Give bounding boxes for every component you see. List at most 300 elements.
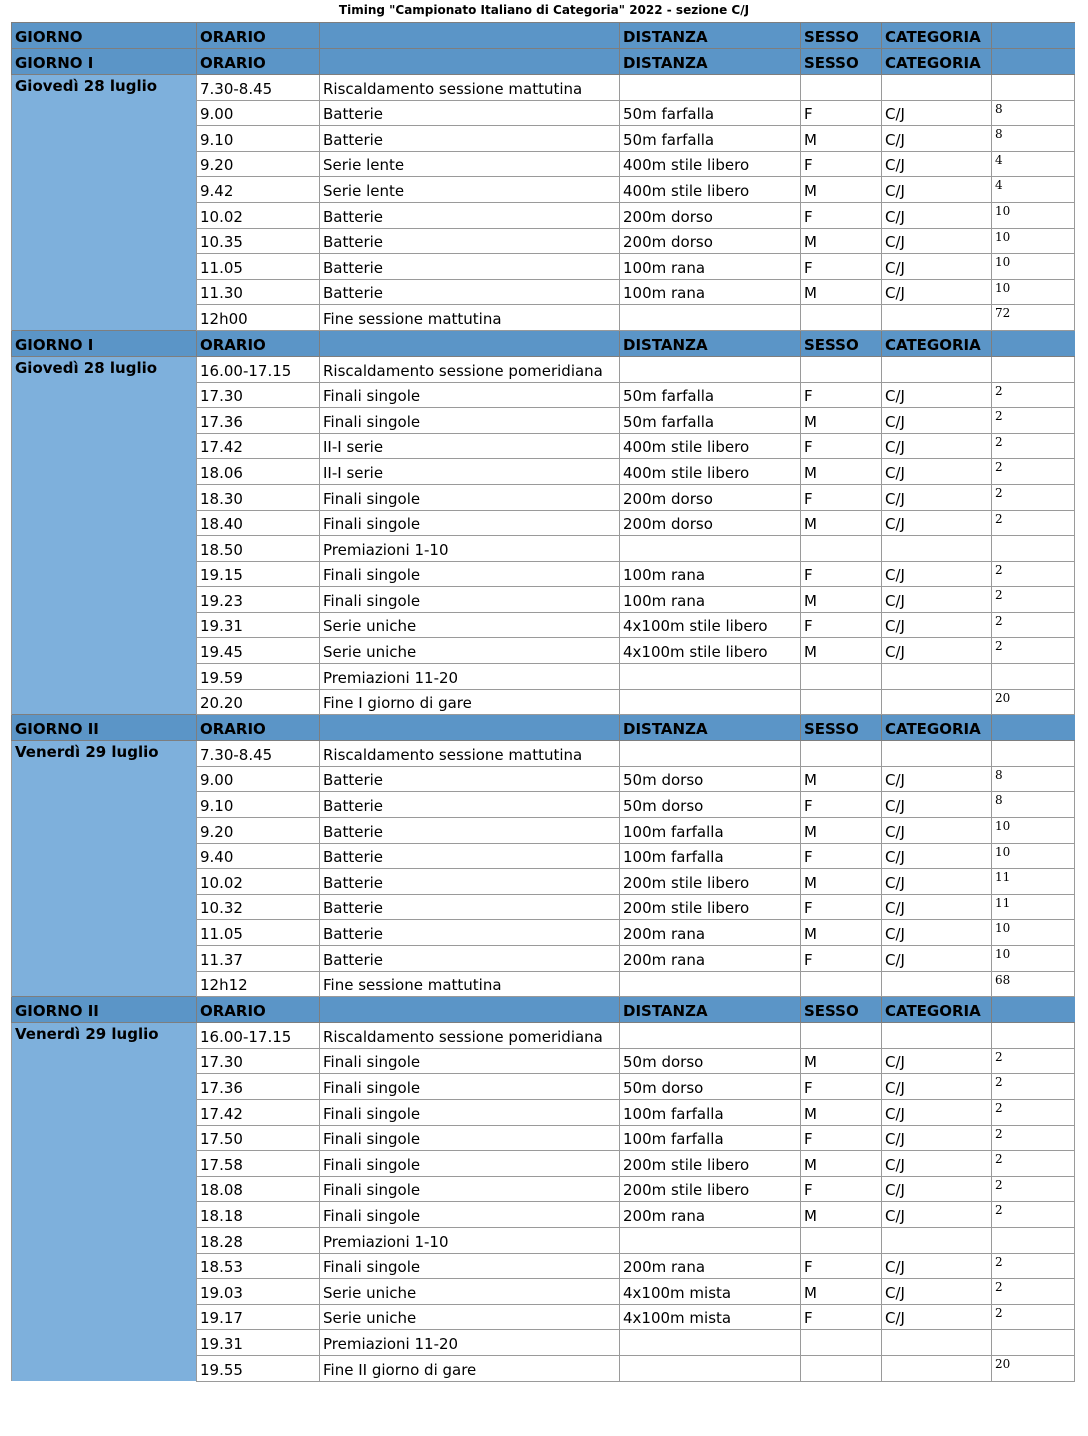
cell-distanza: 200m rana [620, 946, 801, 972]
day-label: Giovedì 28 luglio [12, 75, 197, 101]
day-cell [12, 254, 197, 280]
cell-distanza: 400m stile libero [620, 433, 801, 459]
cell-categoria: C/J [882, 408, 992, 434]
cell-orario: 19.55 [197, 1355, 320, 1381]
cell-sesso [801, 1330, 882, 1356]
cell-categoria: C/J [882, 202, 992, 228]
cell-distanza: 200m rana [620, 920, 801, 946]
cell-categoria: C/J [882, 1279, 992, 1305]
table-row [12, 484, 1075, 510]
table-row [12, 1176, 1075, 1202]
day-cell [12, 971, 197, 997]
day-cell [12, 202, 197, 228]
cell-orario: 18.40 [197, 510, 320, 536]
cell-sesso: F [801, 1125, 882, 1151]
session-header-sesso: SESSO [801, 330, 882, 356]
table-row [12, 1074, 1075, 1100]
cell-categoria: C/J [882, 151, 992, 177]
cell-count: 10 [992, 818, 1075, 844]
cell-sesso: M [801, 869, 882, 895]
cell-count: 72 [992, 305, 1075, 331]
cell-descrizione: Riscaldamento sessione pomeridiana [320, 1023, 620, 1049]
table-row [12, 638, 1075, 664]
cell-orario: 18.53 [197, 1253, 320, 1279]
day-cell [12, 946, 197, 972]
cell-orario: 9.40 [197, 843, 320, 869]
cell-descrizione: II-I serie [320, 433, 620, 459]
cell-sesso: F [801, 484, 882, 510]
cell-sesso [801, 356, 882, 382]
table-row [12, 689, 1075, 715]
session-header-sesso: SESSO [801, 49, 882, 75]
cell-count: 8 [992, 766, 1075, 792]
cell-descrizione: Batterie [320, 228, 620, 254]
table-row [12, 664, 1075, 690]
cell-categoria: C/J [882, 766, 992, 792]
cell-distanza: 100m rana [620, 587, 801, 613]
cell-count: 10 [992, 279, 1075, 305]
day-cell [12, 1202, 197, 1228]
cell-sesso: M [801, 920, 882, 946]
cell-orario: 16.00-17.15 [197, 356, 320, 382]
session-header-orario: ORARIO [197, 997, 320, 1023]
cell-count: 10 [992, 920, 1075, 946]
cell-distanza: 100m rana [620, 254, 801, 280]
cell-descrizione: Finali singole [320, 382, 620, 408]
cell-count: 2 [992, 1125, 1075, 1151]
table-row [12, 1304, 1075, 1330]
cell-distanza [620, 1227, 801, 1253]
cell-count: 2 [992, 561, 1075, 587]
schedule-body [12, 23, 1075, 1382]
cell-distanza: 200m rana [620, 1202, 801, 1228]
cell-descrizione: Riscaldamento sessione mattutina [320, 75, 620, 101]
session-header-empty [320, 49, 620, 75]
day-cell [12, 1304, 197, 1330]
table-row [12, 433, 1075, 459]
day-cell [12, 228, 197, 254]
cell-descrizione: Finali singole [320, 510, 620, 536]
session-header-categoria: CATEGORIA [882, 330, 992, 356]
cell-descrizione: Batterie [320, 279, 620, 305]
day-label: Venerdì 29 luglio [12, 741, 197, 767]
cell-descrizione: Finali singole [320, 1074, 620, 1100]
cell-categoria: C/J [882, 1253, 992, 1279]
cell-descrizione: Batterie [320, 766, 620, 792]
cell-orario: 9.20 [197, 818, 320, 844]
document-title: Timing "Campionato Italiano di Categoria" 2022 - sezione C/J [338, 3, 750, 17]
cell-descrizione: Serie uniche [320, 1279, 620, 1305]
cell-orario: 19.45 [197, 638, 320, 664]
cell-categoria [882, 305, 992, 331]
cell-categoria [882, 356, 992, 382]
cell-orario: 12h00 [197, 305, 320, 331]
session-header-giorno: GIORNO II [12, 997, 197, 1023]
cell-descrizione: Premiazioni 1-10 [320, 1227, 620, 1253]
cell-categoria: C/J [882, 843, 992, 869]
cell-sesso: F [801, 1074, 882, 1100]
table-row [12, 792, 1075, 818]
cell-orario: 17.42 [197, 1099, 320, 1125]
cell-descrizione: Finali singole [320, 1176, 620, 1202]
cell-orario: 19.17 [197, 1304, 320, 1330]
day-cell [12, 1151, 197, 1177]
cell-count: 2 [992, 382, 1075, 408]
cell-categoria [882, 75, 992, 101]
cell-count: 2 [992, 1202, 1075, 1228]
cell-categoria: C/J [882, 459, 992, 485]
cell-categoria: C/J [882, 894, 992, 920]
cell-sesso [801, 305, 882, 331]
cell-count: 10 [992, 946, 1075, 972]
cell-descrizione: Batterie [320, 100, 620, 126]
cell-distanza [620, 356, 801, 382]
cell-distanza: 50m dorso [620, 1074, 801, 1100]
day-cell [12, 1279, 197, 1305]
cell-descrizione: Serie lente [320, 177, 620, 203]
cell-categoria [882, 1330, 992, 1356]
session-header-row [12, 997, 1075, 1023]
cell-count: 2 [992, 484, 1075, 510]
table-row [12, 946, 1075, 972]
cell-categoria [882, 664, 992, 690]
cell-count [992, 356, 1075, 382]
cell-sesso: M [801, 1048, 882, 1074]
cell-distanza: 50m farfalla [620, 100, 801, 126]
cell-distanza [620, 305, 801, 331]
cell-distanza: 200m dorso [620, 484, 801, 510]
cell-count: 8 [992, 100, 1075, 126]
cell-count: 2 [992, 510, 1075, 536]
session-header-orario: ORARIO [197, 715, 320, 741]
cell-distanza: 100m farfalla [620, 1099, 801, 1125]
day-cell [12, 510, 197, 536]
cell-distanza: 4x100m mista [620, 1304, 801, 1330]
cell-descrizione: Batterie [320, 254, 620, 280]
cell-orario: 19.03 [197, 1279, 320, 1305]
cell-categoria [882, 741, 992, 767]
table-row [12, 1253, 1075, 1279]
cell-distanza: 200m stile libero [620, 869, 801, 895]
table-row [12, 100, 1075, 126]
cell-categoria: C/J [882, 1099, 992, 1125]
table-row [12, 305, 1075, 331]
cell-sesso [801, 971, 882, 997]
day-cell [12, 1253, 197, 1279]
cell-orario: 18.50 [197, 536, 320, 562]
cell-descrizione: Batterie [320, 946, 620, 972]
header-orario: ORARIO [197, 23, 320, 49]
cell-categoria: C/J [882, 126, 992, 152]
table-row [12, 843, 1075, 869]
cell-count: 2 [992, 459, 1075, 485]
header-categoria: CATEGORIA [882, 23, 992, 49]
table-row [12, 971, 1075, 997]
cell-orario: 17.30 [197, 382, 320, 408]
cell-distanza [620, 741, 801, 767]
cell-distanza: 4x100m stile libero [620, 612, 801, 638]
cell-categoria: C/J [882, 561, 992, 587]
cell-count: 10 [992, 254, 1075, 280]
cell-count [992, 664, 1075, 690]
cell-categoria: C/J [882, 792, 992, 818]
cell-sesso: F [801, 792, 882, 818]
day-cell [12, 894, 197, 920]
day-cell [12, 1330, 197, 1356]
cell-descrizione: Fine I giorno di gare [320, 689, 620, 715]
table-row [12, 1330, 1075, 1356]
cell-distanza [620, 689, 801, 715]
cell-orario: 18.08 [197, 1176, 320, 1202]
session-header-categoria: CATEGORIA [882, 49, 992, 75]
cell-categoria: C/J [882, 254, 992, 280]
cell-descrizione: Batterie [320, 894, 620, 920]
cell-count: 10 [992, 202, 1075, 228]
cell-descrizione: Fine II giorno di gare [320, 1355, 620, 1381]
cell-distanza: 200m dorso [620, 510, 801, 536]
table-row [12, 1023, 1075, 1049]
cell-orario: 11.37 [197, 946, 320, 972]
cell-sesso: M [801, 1151, 882, 1177]
day-cell [12, 1227, 197, 1253]
cell-descrizione: Serie uniche [320, 638, 620, 664]
session-header-count [992, 49, 1075, 75]
cell-count [992, 1023, 1075, 1049]
cell-descrizione: Batterie [320, 869, 620, 895]
cell-distanza: 50m dorso [620, 1048, 801, 1074]
cell-categoria: C/J [882, 510, 992, 536]
cell-distanza: 200m dorso [620, 228, 801, 254]
cell-descrizione: Finali singole [320, 1125, 620, 1151]
session-header-categoria: CATEGORIA [882, 715, 992, 741]
table-row [12, 228, 1075, 254]
cell-categoria: C/J [882, 587, 992, 613]
cell-orario: 17.42 [197, 433, 320, 459]
cell-descrizione: Finali singole [320, 1253, 620, 1279]
cell-orario: 9.42 [197, 177, 320, 203]
table-row [12, 536, 1075, 562]
cell-descrizione: Serie lente [320, 151, 620, 177]
cell-sesso: M [801, 1099, 882, 1125]
cell-categoria [882, 536, 992, 562]
day-cell [12, 151, 197, 177]
session-header-orario: ORARIO [197, 330, 320, 356]
day-cell [12, 1355, 197, 1381]
session-header-empty [320, 330, 620, 356]
cell-orario: 9.10 [197, 126, 320, 152]
cell-count: 4 [992, 177, 1075, 203]
cell-descrizione: Batterie [320, 792, 620, 818]
day-cell [12, 1099, 197, 1125]
table-row [12, 279, 1075, 305]
cell-orario: 17.58 [197, 1151, 320, 1177]
session-header-row [12, 330, 1075, 356]
cell-categoria [882, 1227, 992, 1253]
table-row [12, 1048, 1075, 1074]
cell-descrizione: Batterie [320, 843, 620, 869]
cell-count [992, 1330, 1075, 1356]
day-cell [12, 869, 197, 895]
cell-orario: 19.23 [197, 587, 320, 613]
table-row [12, 382, 1075, 408]
cell-orario: 17.30 [197, 1048, 320, 1074]
table-row [12, 1227, 1075, 1253]
day-cell [12, 100, 197, 126]
cell-categoria: C/J [882, 1074, 992, 1100]
cell-descrizione: Finali singole [320, 1099, 620, 1125]
cell-sesso: F [801, 894, 882, 920]
cell-sesso: F [801, 100, 882, 126]
cell-categoria: C/J [882, 946, 992, 972]
cell-sesso: F [801, 946, 882, 972]
cell-count: 11 [992, 869, 1075, 895]
day-cell [12, 177, 197, 203]
table-row [12, 1151, 1075, 1177]
cell-descrizione: Finali singole [320, 408, 620, 434]
day-cell [12, 536, 197, 562]
cell-sesso: F [801, 151, 882, 177]
session-header-distanza: DISTANZA [620, 715, 801, 741]
day-cell [12, 1074, 197, 1100]
cell-orario: 18.28 [197, 1227, 320, 1253]
session-header-distanza: DISTANZA [620, 997, 801, 1023]
session-header-giorno: GIORNO I [12, 330, 197, 356]
cell-count: 20 [992, 1355, 1075, 1381]
cell-orario: 9.20 [197, 151, 320, 177]
cell-count [992, 1227, 1075, 1253]
cell-categoria [882, 1023, 992, 1049]
cell-count [992, 75, 1075, 101]
session-header-empty [320, 715, 620, 741]
session-header-count [992, 997, 1075, 1023]
cell-orario: 9.10 [197, 792, 320, 818]
cell-orario: 11.30 [197, 279, 320, 305]
cell-categoria: C/J [882, 433, 992, 459]
table-row [12, 408, 1075, 434]
day-cell [12, 766, 197, 792]
table-row [12, 561, 1075, 587]
cell-descrizione: Batterie [320, 202, 620, 228]
cell-descrizione: Riscaldamento sessione pomeridiana [320, 356, 620, 382]
cell-categoria: C/J [882, 818, 992, 844]
cell-sesso: F [801, 1176, 882, 1202]
day-cell [12, 433, 197, 459]
table-row [12, 766, 1075, 792]
cell-distanza: 100m farfalla [620, 843, 801, 869]
day-cell [12, 561, 197, 587]
cell-sesso: F [801, 1253, 882, 1279]
cell-descrizione: Riscaldamento sessione mattutina [320, 741, 620, 767]
cell-orario: 20.20 [197, 689, 320, 715]
table-row [12, 612, 1075, 638]
session-header-count [992, 715, 1075, 741]
cell-categoria: C/J [882, 638, 992, 664]
header-sesso: SESSO [801, 23, 882, 49]
cell-count: 2 [992, 1176, 1075, 1202]
cell-count: 11 [992, 894, 1075, 920]
cell-distanza [620, 536, 801, 562]
cell-orario: 17.50 [197, 1125, 320, 1151]
cell-descrizione: Finali singole [320, 1048, 620, 1074]
cell-count: 2 [992, 1099, 1075, 1125]
cell-count: 2 [992, 1253, 1075, 1279]
cell-categoria: C/J [882, 1125, 992, 1151]
cell-sesso [801, 536, 882, 562]
cell-sesso: M [801, 177, 882, 203]
cell-descrizione: Finali singole [320, 561, 620, 587]
cell-categoria: C/J [882, 1176, 992, 1202]
cell-distanza [620, 971, 801, 997]
table-row [12, 202, 1075, 228]
table-row [12, 894, 1075, 920]
table-row [12, 818, 1075, 844]
cell-orario: 11.05 [197, 920, 320, 946]
cell-sesso: M [801, 510, 882, 536]
header-count [992, 23, 1075, 49]
cell-descrizione: Premiazioni 11-20 [320, 1330, 620, 1356]
session-header-empty [320, 997, 620, 1023]
cell-orario: 9.00 [197, 100, 320, 126]
cell-count: 10 [992, 228, 1075, 254]
cell-distanza: 200m stile libero [620, 1151, 801, 1177]
cell-sesso: F [801, 254, 882, 280]
cell-categoria: C/J [882, 382, 992, 408]
cell-distanza [620, 75, 801, 101]
cell-distanza [620, 1355, 801, 1381]
cell-sesso: F [801, 433, 882, 459]
cell-descrizione: Finali singole [320, 587, 620, 613]
header-distanza: DISTANZA [620, 23, 801, 49]
cell-sesso: M [801, 126, 882, 152]
cell-count: 2 [992, 1074, 1075, 1100]
cell-count: 2 [992, 433, 1075, 459]
cell-sesso: M [801, 279, 882, 305]
table-row [12, 1099, 1075, 1125]
day-cell [12, 1048, 197, 1074]
cell-sesso [801, 689, 882, 715]
cell-distanza: 100m rana [620, 561, 801, 587]
cell-count: 2 [992, 408, 1075, 434]
cell-sesso [801, 1023, 882, 1049]
table-row [12, 1202, 1075, 1228]
day-cell [12, 818, 197, 844]
cell-descrizione: Fine sessione mattutina [320, 971, 620, 997]
header-empty [320, 23, 620, 49]
cell-distanza: 50m dorso [620, 792, 801, 818]
main-header-row [12, 23, 1075, 49]
cell-orario: 16.00-17.15 [197, 1023, 320, 1049]
day-cell [12, 459, 197, 485]
day-label: Giovedì 28 luglio [12, 356, 197, 382]
session-header-giorno: GIORNO I [12, 49, 197, 75]
cell-sesso [801, 664, 882, 690]
cell-count: 2 [992, 1279, 1075, 1305]
cell-orario: 18.18 [197, 1202, 320, 1228]
cell-orario: 9.00 [197, 766, 320, 792]
cell-count: 10 [992, 843, 1075, 869]
session-header-row [12, 49, 1075, 75]
table-row [12, 177, 1075, 203]
table-row [12, 75, 1075, 101]
cell-categoria: C/J [882, 484, 992, 510]
cell-distanza: 400m stile libero [620, 459, 801, 485]
cell-sesso: M [801, 818, 882, 844]
cell-count: 4 [992, 151, 1075, 177]
cell-distanza [620, 1023, 801, 1049]
cell-sesso [801, 75, 882, 101]
cell-sesso: F [801, 1304, 882, 1330]
cell-distanza: 50m farfalla [620, 126, 801, 152]
